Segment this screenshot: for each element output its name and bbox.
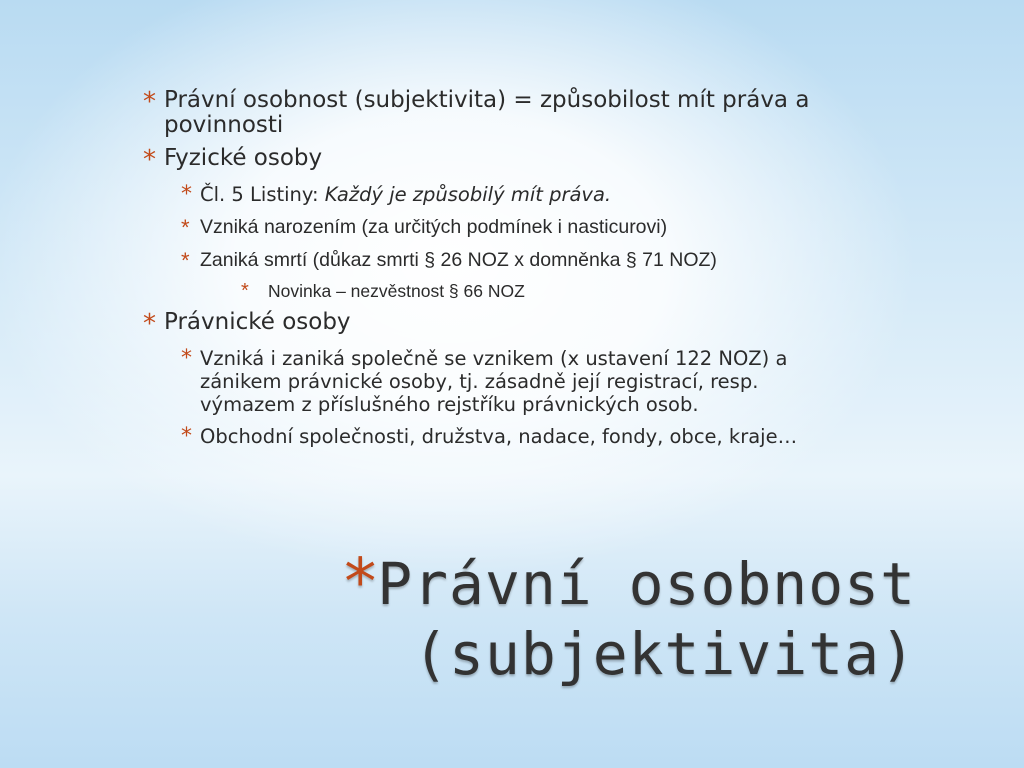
title-text-1: Právní osobnost: [377, 550, 916, 618]
list-item: [181, 347, 843, 416]
list-item: [143, 310, 843, 338]
bullet-text: Vzniká narozením (za určitých podmínek i nasticurovi): [200, 216, 668, 238]
list-item: [241, 281, 843, 302]
list-item: [143, 146, 843, 174]
bullet-text: [200, 183, 611, 206]
bullet-star-icon: *: [181, 424, 192, 449]
list-item: [181, 249, 843, 273]
bullet-text: Vzniká i zaniká společně se vznikem (x ustavení 122 NOZ) a zánikem právnické osoby, tj. zásadně její registrací, resp. výmazem z příslušného rejstříku právnických osob.: [200, 347, 788, 416]
bullet-star-icon: *: [143, 87, 156, 117]
bullet-prefix: Čl. 5 Listiny:: [200, 183, 325, 206]
bullet-text: Právnické osoby: [164, 309, 351, 335]
bullet-star-icon: *: [241, 280, 249, 302]
slide-title: [344, 548, 916, 689]
bullet-star-icon: *: [143, 309, 156, 339]
bullet-star-icon: *: [181, 182, 192, 207]
title-star-icon: *: [344, 546, 378, 620]
list-item: [181, 183, 843, 207]
bullet-list: [143, 80, 843, 449]
bullet-text: Právní osobnost (subjektivita) = způsobilost mít práva a povinnosti: [164, 87, 810, 138]
bullet-star-icon: *: [143, 145, 156, 175]
bullet-text: Fyzické osoby: [164, 145, 323, 171]
list-item: [181, 216, 843, 240]
bullet-star-icon: *: [181, 215, 190, 240]
bullet-star-icon: *: [181, 346, 192, 371]
bullet-text: Obchodní společnosti, družstva, nadace, fondy, obce, kraje…: [200, 425, 798, 448]
bullet-text: Novinka – nezvěstnost § 66 NOZ: [268, 281, 525, 301]
bullet-text: Zaniká smrtí (důkaz smrti § 26 NOZ x domněnka § 71 NOZ): [200, 249, 717, 271]
list-item: [181, 425, 843, 449]
bullet-italic-quote: Každý je způsobilý mít práva.: [324, 183, 612, 206]
list-item: [143, 88, 843, 138]
title-line-2: (subjektivita): [413, 620, 916, 688]
bullet-star-icon: *: [181, 248, 190, 273]
title-line-1: [344, 548, 916, 619]
